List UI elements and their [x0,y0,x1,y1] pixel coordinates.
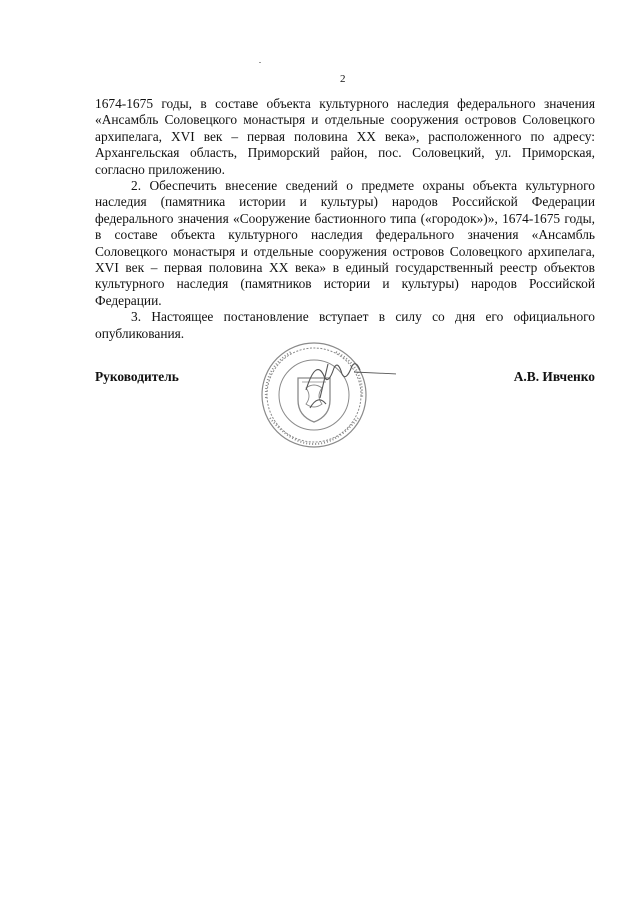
document-body [95,96,595,342]
paragraph-continuation: 1674-1675 годы, в составе объекта культурного наследия федерального значения «Ансамбль Соловецкого монастыря и отдельные сооружения островов Соловецкого архипелага, XVI век – первая половина XX века», расположенного по адресу: Архангельская область, Приморский район, пос. Соловецкий, ул. Приморская, согласно приложению. [95,96,595,177]
scan-speck [259,62,261,63]
paragraph-item-3: 3. Настоящее постановление вступает в силу со дня его официального опубликования. [95,309,595,341]
page-number: 2 [340,73,346,85]
signatory-position: Руководитель [95,369,179,384]
official-seal-icon [236,338,396,453]
signatory-name: А.В. Ивченко [513,369,595,384]
paragraph-item-2: 2. Обеспечить внесение сведений о предмете охраны объекта культурного наследия (памятника истории и культуры) народов Российской Федерации федерального значения «Сооружение бастионного типа («городок»)», 1674-1675 годы, в составе объекта культурного наследия федерального значения «Ансамбль Соловецкого монастыря и отдельные сооружения островов Соловецкого архипелага, XVI век – первая половина XX века» в единый государственный реестр объектов культурного наследия (памятников истории и культуры) народов Российской Федерации. [95,178,595,308]
signature-block [95,369,595,389]
